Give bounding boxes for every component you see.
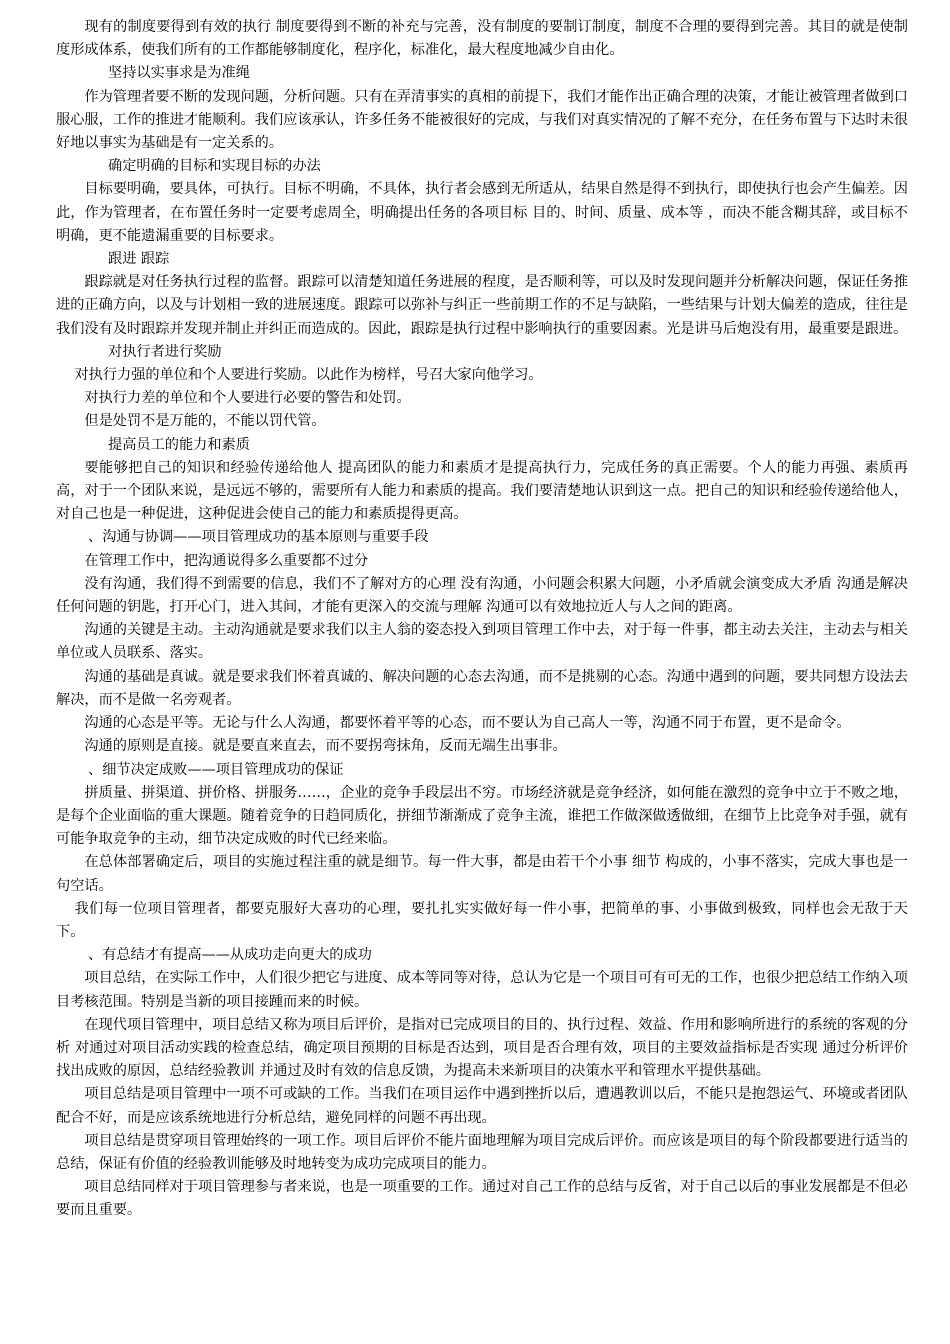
paragraph: 项目总结同样对于项目管理参与者来说，也是一项重要的工作。通过对自己工作的总结与反省，对于自己以后的事业发展都是不但必要而且重要。 (56, 1179, 908, 1219)
document-page (56, 16, 908, 1223)
paragraph: 要能够把自己的知识和经验传递给他人 提高团队的能力和素质才是提高执行力，完成任务的真正需要。个人的能力再强、素质再高，对于一个团队来说，是远远不够的，需要所有人能力和素质的提高。我们要清楚地认识到这一点。把自己的知识和经验传递给他人，对自己也是一种促进，这种促进会使自己的能力和素质提得更高。 (56, 459, 908, 523)
paragraph: 在现代项目管理中，项目总结又称为项目后评价，是指对已完成项目的目的、执行过程、效益、作用和影响所进行的系统的客观的分析 对通过对项目活动实践的检查总结，确定项目预期的目标是否达到，项目是否合理有效，项目的主要效益指标是否实现 通过分析评价找出成败的原因，总结经验教训 并通过及时有效的信息反馈，为提高未来新项目的决策水平和管理水平提供基础。 (56, 1016, 908, 1080)
paragraph: 我们每一位项目管理者，都要克服好大喜功的心理，要扎扎实实做好每一件小事，把简单的事、小事做到极致，同样也会无敌于天下。 (56, 900, 908, 940)
paragraph: 项目总结，在实际工作中，人们很少把它与进度、成本等同等对待，总认为它是一个项目可有可无的工作，也很少把总结工作纳入项目考核范围。特别是当新的项目接踵而来的时候。 (56, 970, 908, 1010)
paragraph: 但是处罚不是万能的，不能以罚代管。 (84, 413, 326, 430)
section-heading: 提高员工的能力和素质 (108, 436, 250, 453)
paragraph: 现有的制度要得到有效的执行 制度要得到不断的补充与完善，没有制度的要制订制度，制度不合理的要得到完善。其目的就是使制度形成体系，使我们所有的工作都能够制度化，程序化，标准化，最大程度地减少自由化。 (56, 19, 908, 59)
paragraph: 目标要明确，要具体，可执行。目标不明确，不具体，执行者会感到无所适从，结果自然是得不到执行，即使执行也会产生偏差。因此，作为管理者，在布置任务时一定要考虑周全，明确提出任务的各项目标 目的、时间、质量、成本等 ，而决不能含糊其辞，或目标不明确，更不能遗漏重要的目标要求。 (56, 181, 908, 244)
paragraph: 没有沟通，我们得不到需要的信息，我们不了解对方的心理 没有沟通，小问题会积累大问题，小矛盾就会演变成大矛盾 沟通是解决任何问题的钥匙，打开心门，进入其间，才能有更深入的交流与理解 沟通可以有效地拉近人与人之间的距离。 (56, 575, 908, 616)
paragraph: 项目总结是项目管理中一项不可或缺的工作。当我们在项目运作中遇到挫折以后，遭遇教训以后，不能只是抱怨运气、环境或者团队配合不好，而是应该系统地进行分析总结，避免同样的问题不再出现。 (56, 1086, 908, 1126)
section-heading: 、细节决定成败——项目管理成功的保证 (88, 761, 344, 778)
paragraph: 对执行力差的单位和个人要进行必要的警告和处罚。 (84, 390, 411, 407)
section-heading: 坚持以实事求是为准绳 (108, 65, 250, 82)
paragraph: 在总体部署确定后，项目的实施过程注重的就是细节。每一件大事，都是由若干个小事 细节 构成的，小事不落实，完成大事也是一句空话。 (56, 854, 908, 894)
paragraph: 沟通的心态是平等。无论与什么人沟通，都要怀着平等的心态，而不要认为自己高人一等，沟通不同于布置，更不是命令。 (84, 715, 851, 732)
paragraph: 拼质量、拼渠道、拼价格、拼服务……，企业的竞争手段层出不穷。市场经济就是竞争经济，如何能在激烈的竞争中立于不败之地，是每个企业面临的重大课题。随着竞争的日趋同质化，拼细节渐渐成了竞争主流，谁把工作做深做透做细，在细节上比竞争对手强，就有可能争取竞争的主动，细节决定成败的时代已经来临。 (56, 784, 908, 848)
paragraph: 沟通的基础是真诚。就是要求我们怀着真诚的、解决问题的心态去沟通，而不是挑剔的心态。沟通中遇到的问题，要共同想方设法去解决，而不是做一名旁观者。 (56, 668, 908, 708)
section-heading: 确定明确的目标和实现目标的办法 (108, 158, 321, 175)
paragraph: 跟踪就是对任务执行过程的监督。跟踪可以清楚知道任务进展的程度，是否顺利等，可以及时发现问题并分析解决问题，保证任务推进的正确方向，以及与计划相一致的进展速度。跟踪可以弥补与纠正一些前期工作的不足与缺陷，一些结果与计划大偏差的造成，往往是我们没有及时跟踪并发现并制止并纠正而造成的。因此，跟踪是执行过程中影响执行的重要因素。光是讲马后炮没有用，最重要是跟进。 (56, 274, 908, 337)
paragraph: 项目总结是贯穿项目管理始终的一项工作。项目后评价不能片面地理解为项目完成后评价。而应该是项目的每个阶段都要进行适当的总结，保证有价值的经验教训能够及时地转变为成功完成项目的能力。 (56, 1132, 908, 1172)
section-heading: 、有总结才有提高——从成功走向更大的成功 (88, 947, 372, 964)
section-heading: 、沟通与协调——项目管理成功的基本原则与重要手段 (88, 529, 429, 546)
paragraph: 对执行力强的单位和个人要进行奖励。以此作为榜样，号召大家向他学习。 (74, 367, 543, 384)
section-heading: 跟进 跟踪 (108, 251, 170, 268)
paragraph: 沟通的关键是主动。主动沟通就是要求我们以主人翁的姿态投入到项目管理工作中去，对于每一件事，都主动去关注，主动去与相关单位或人员联系、落实。 (56, 622, 908, 662)
paragraph: 在管理工作中，把沟通说得多么重要都不过分 (84, 552, 369, 569)
paragraph: 作为管理者要不断的发现问题，分析问题。只有在弄清事实的真相的前提下，我们才能作出正确合理的决策，才能让被管理者做到口服心服，工作的推进才能顺利。我们应该承认，许多任务不能被很好的完成，与我们对真实情况的了解不充分，在任务布置与下达时未很好地以事实为基础是有一定关系的。 (56, 88, 908, 152)
section-heading: 对执行者进行奖励 (108, 343, 222, 360)
paragraph: 沟通的原则是直接。就是要直来直去，而不要拐弯抹角，反而无端生出事非。 (84, 738, 567, 755)
